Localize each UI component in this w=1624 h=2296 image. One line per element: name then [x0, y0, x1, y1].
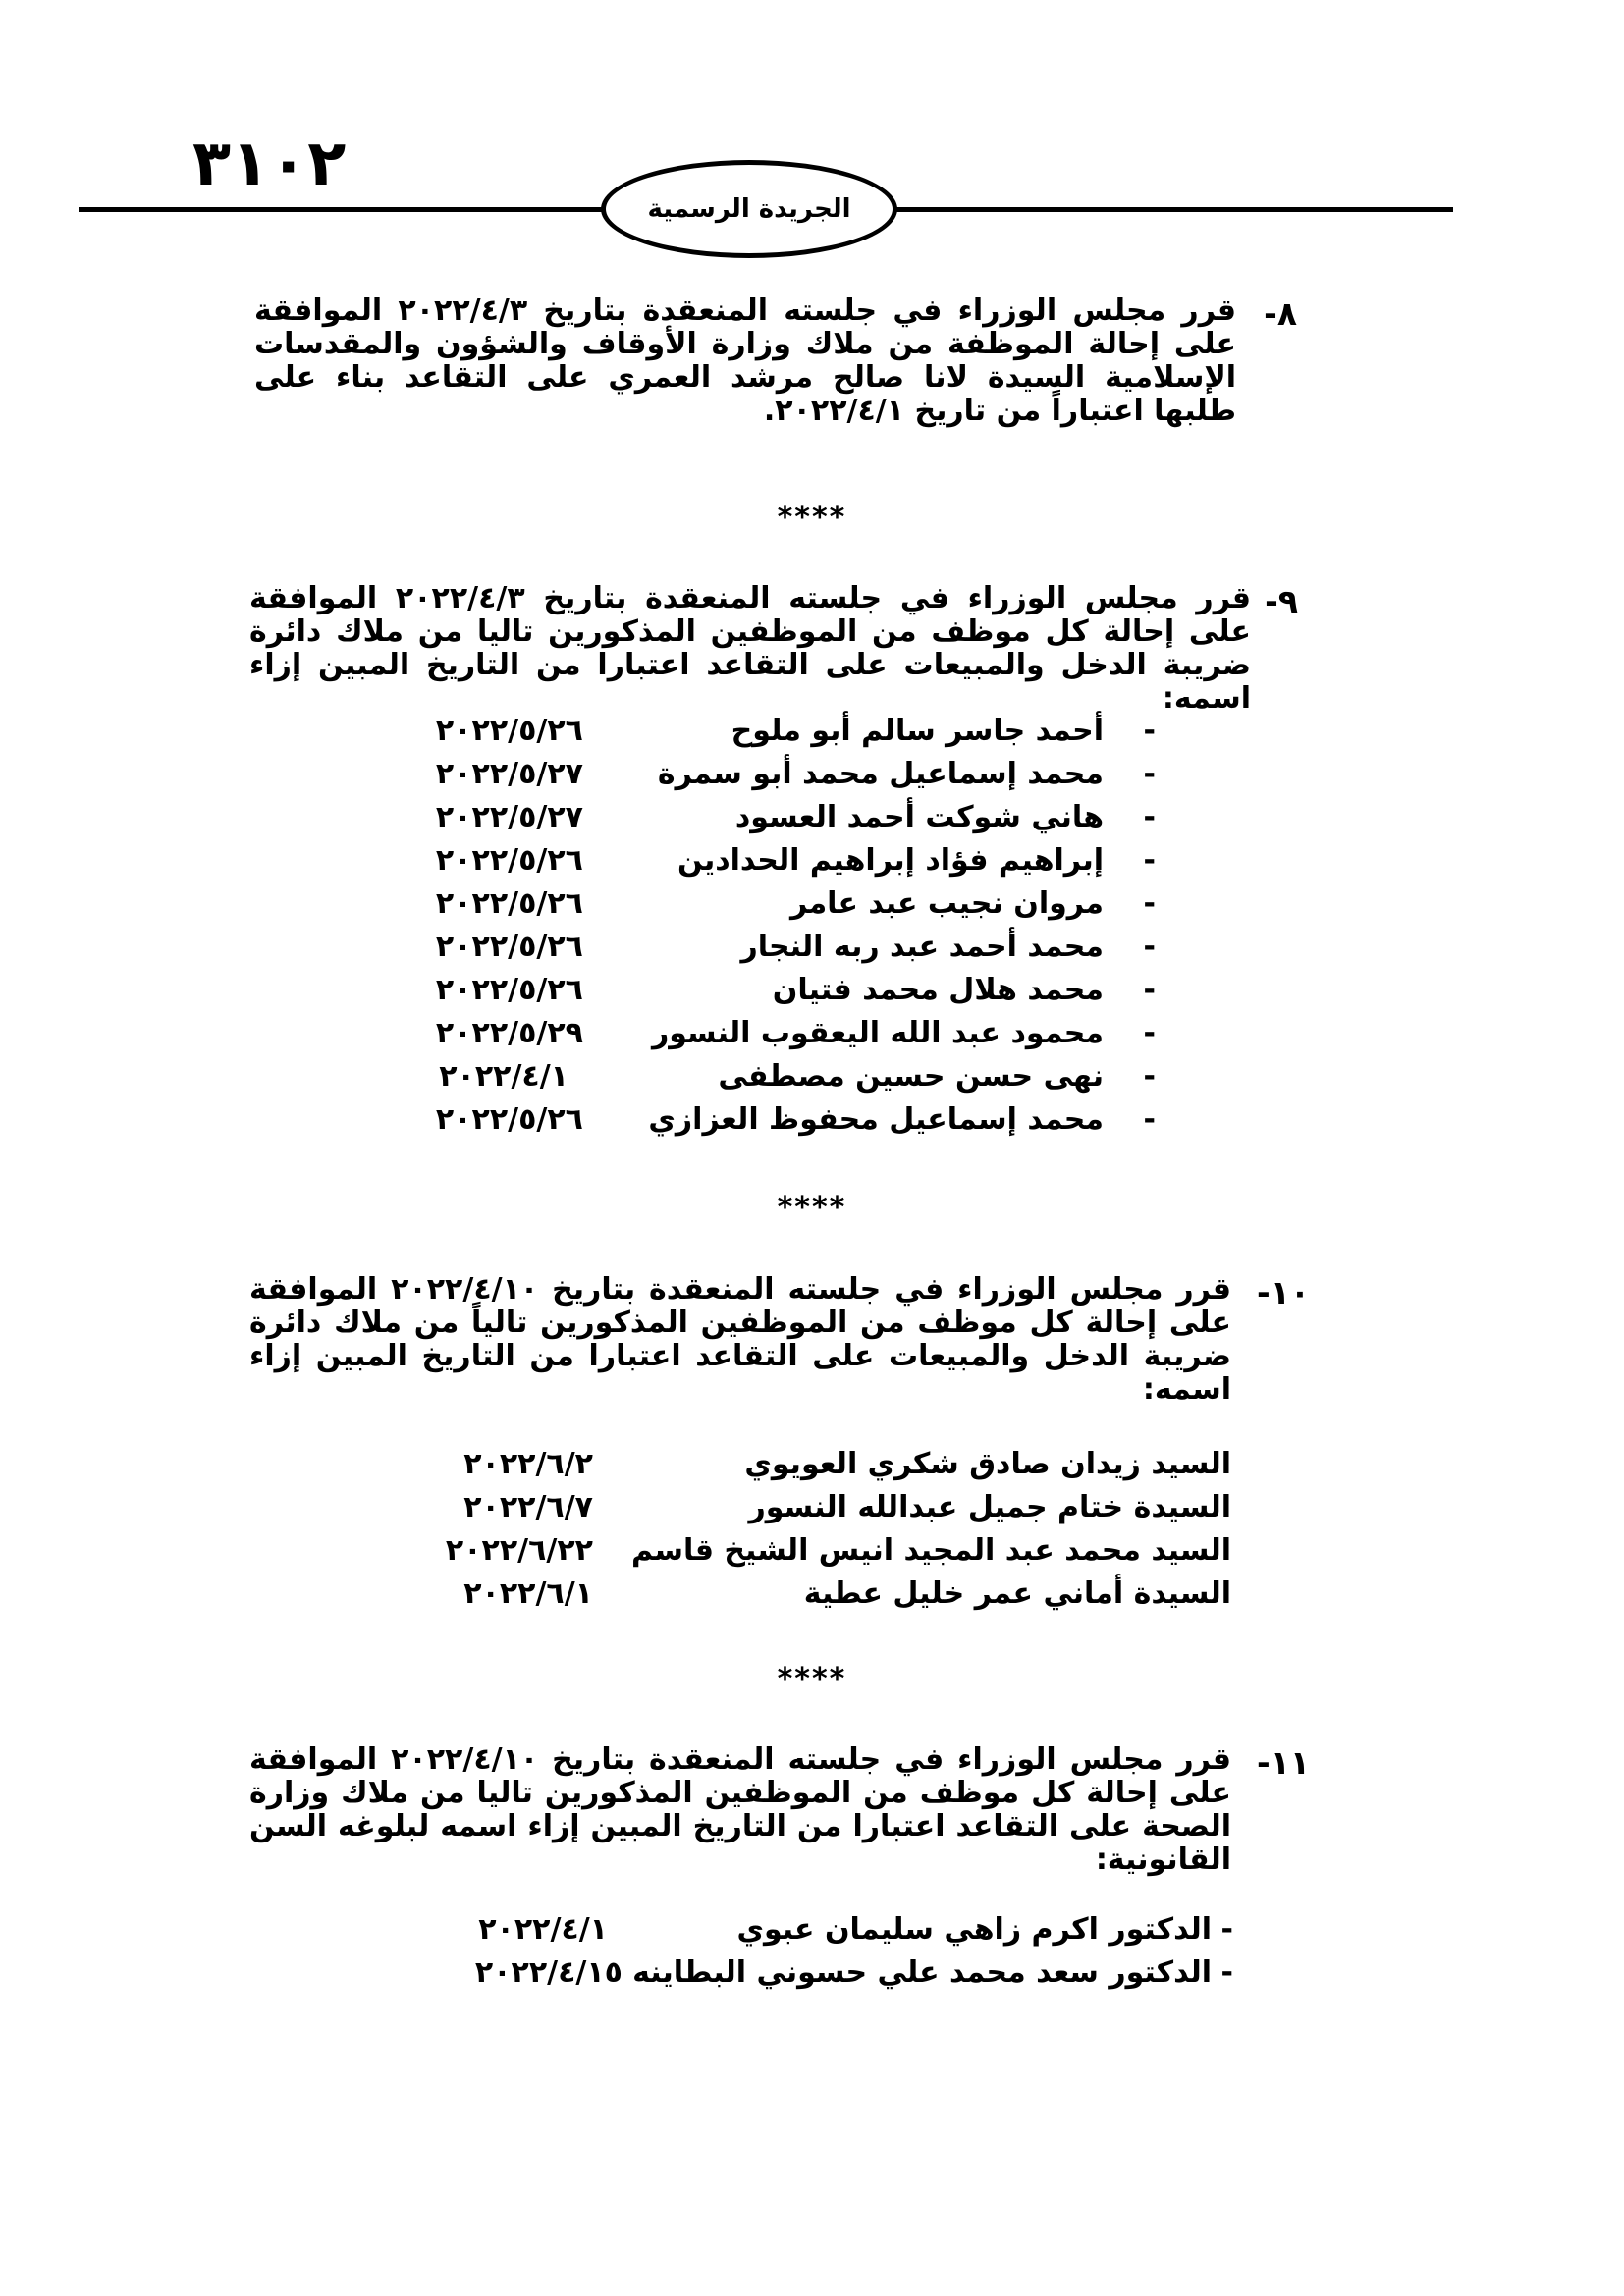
list-dash: - — [1143, 1059, 1156, 1094]
person-name: إبراهيم فؤاد إبراهيم الحدادين — [677, 843, 1104, 878]
list-dash: - — [1143, 1102, 1156, 1137]
person-name: محمود عبد الله اليعقوب النسور — [651, 1016, 1104, 1050]
retirement-date: ٢٠٢٢/٥/٢٩ — [435, 1016, 583, 1050]
list-dash: - — [1220, 1912, 1233, 1947]
person-name: السيدة أماني عمر خليل عطية — [803, 1576, 1231, 1611]
person-name: محمد هلال محمد فتيان — [772, 973, 1104, 1007]
retirement-date: ٢٠٢٢/٥/٢٦ — [435, 843, 583, 878]
list-dash: - — [1143, 757, 1156, 791]
decision-text: قرر مجلس الوزراء في جلسته المنعقدة بتاريخ ٢٠٢٢/٤/٣ الموافقة على إحالة الموظفة من ملاك وزارة الأوقاف والشؤون والمقدسات الإسلامية السيدة لانا صالح مرشد العمري على التقاعد بناء على طلبها اعتباراً من تاريخ ٢٠٢٢/٤/١. — [254, 294, 1236, 428]
decision-text: قرر مجلس الوزراء في جلسته المنعقدة بتاريخ ٢٠٢٢/٤/٣ الموافقة على إحالة كل موظف من الموظفين المذكورين تاليا من ملاك دائرة ضريبة الدخل والمبيعات على التقاعد اعتبارا من التاريخ المبين إزاء اسمه: — [249, 581, 1251, 716]
retirement-date: ٢٠٢٢/٦/٢ — [463, 1447, 593, 1481]
person-name: السيد محمد عبد المجيد انيس الشيخ قاسم — [631, 1533, 1231, 1568]
retirement-date: ٢٠٢٢/٤/١ — [439, 1059, 568, 1094]
person-name: الدكتور سعد محمد علي حسوني البطاينه — [632, 1955, 1212, 1990]
retirement-date: ٢٠٢٢/٥/٢٦ — [435, 930, 583, 964]
list-dash: - — [1143, 1016, 1156, 1050]
list-dash: - — [1143, 930, 1156, 964]
decision-10 — [249, 1272, 1310, 1407]
retirement-date: ٢٠٢٢/٥/٢٧ — [435, 800, 583, 834]
person-name: محمد أحمد عبد ربه النجار — [740, 930, 1104, 964]
decision-number: ١٠- — [1257, 1273, 1310, 1311]
person-name: محمد إسماعيل محمد أبو سمرة — [657, 757, 1104, 791]
retirement-date: ٢٠٢٢/٥/٢٧ — [435, 757, 583, 791]
person-name: محمد إسماعيل محفوظ العزازي — [648, 1102, 1104, 1137]
decision-text: قرر مجلس الوزراء في جلسته المنعقدة بتاريخ ٢٠٢٢/٤/١٠ الموافقة على إحالة كل موظف من الموظفين المذكورين تاليا من ملاك وزارة الصحة على التقاعد اعتبارا من التاريخ المبين إزاء اسمه لبلوغه السن القانونية: — [249, 1742, 1231, 1877]
gazette-title-oval — [601, 160, 897, 258]
retirement-date: ٢٠٢٢/٤/١٥ — [474, 1955, 623, 1990]
list-dash: - — [1220, 1955, 1233, 1990]
gazette-title: الجريدة الرسمية — [647, 194, 851, 224]
person-name: السيد زيدان صادق شكري العويوي — [744, 1447, 1231, 1481]
retirement-date: ٢٠٢٢/٥/٢٦ — [435, 973, 583, 1007]
retirement-date: ٢٠٢٢/٦/٧ — [463, 1490, 593, 1524]
person-name: مروان نجيب عبد عامر — [789, 886, 1104, 921]
page-number: ٣١٠٢ — [192, 128, 347, 200]
list-dash: - — [1143, 843, 1156, 878]
person-name: السيدة ختام جميل عبدالله النسور — [748, 1490, 1231, 1524]
retirement-date: ٢٠٢٢/٤/١ — [478, 1912, 608, 1947]
person-name: نهى حسن حسين مصطفى — [718, 1059, 1104, 1094]
retirement-date: ٢٠٢٢/٦/٢٢ — [445, 1533, 593, 1568]
separator: **** — [777, 1191, 847, 1225]
separator: **** — [777, 501, 847, 535]
list-dash: - — [1143, 714, 1156, 748]
decision-text: قرر مجلس الوزراء في جلسته المنعقدة بتاريخ ٢٠٢٢/٤/١٠ الموافقة على إحالة كل موظف من الموظفين المذكورين تالياً من ملاك دائرة ضريبة الدخل والمبيعات على التقاعد اعتبارا من التاريخ المبين إزاء اسمه: — [249, 1272, 1231, 1407]
separator: **** — [777, 1662, 847, 1696]
person-name: الدكتور اكرم زاهي سليمان عبوي — [736, 1912, 1212, 1947]
retirement-date: ٢٠٢٢/٦/١ — [463, 1576, 593, 1611]
person-name: أحمد جاسر سالم أبو ملوح — [731, 714, 1104, 748]
list-dash: - — [1143, 973, 1156, 1007]
retirement-date: ٢٠٢٢/٥/٢٦ — [435, 886, 583, 921]
decision-number: ١١- — [1257, 1743, 1310, 1782]
person-name: هاني شوكت أحمد العسود — [734, 800, 1104, 834]
retirement-date: ٢٠٢٢/٥/٢٦ — [435, 714, 583, 748]
decision-number: ٨- — [1264, 294, 1297, 333]
retirement-date: ٢٠٢٢/٥/٢٦ — [435, 1102, 583, 1137]
decision-9 — [249, 581, 1298, 716]
list-dash: - — [1143, 886, 1156, 921]
decision-11 — [249, 1742, 1310, 1877]
decision-8 — [254, 294, 1297, 428]
decision-number: ٩- — [1265, 582, 1298, 620]
list-dash: - — [1143, 800, 1156, 834]
